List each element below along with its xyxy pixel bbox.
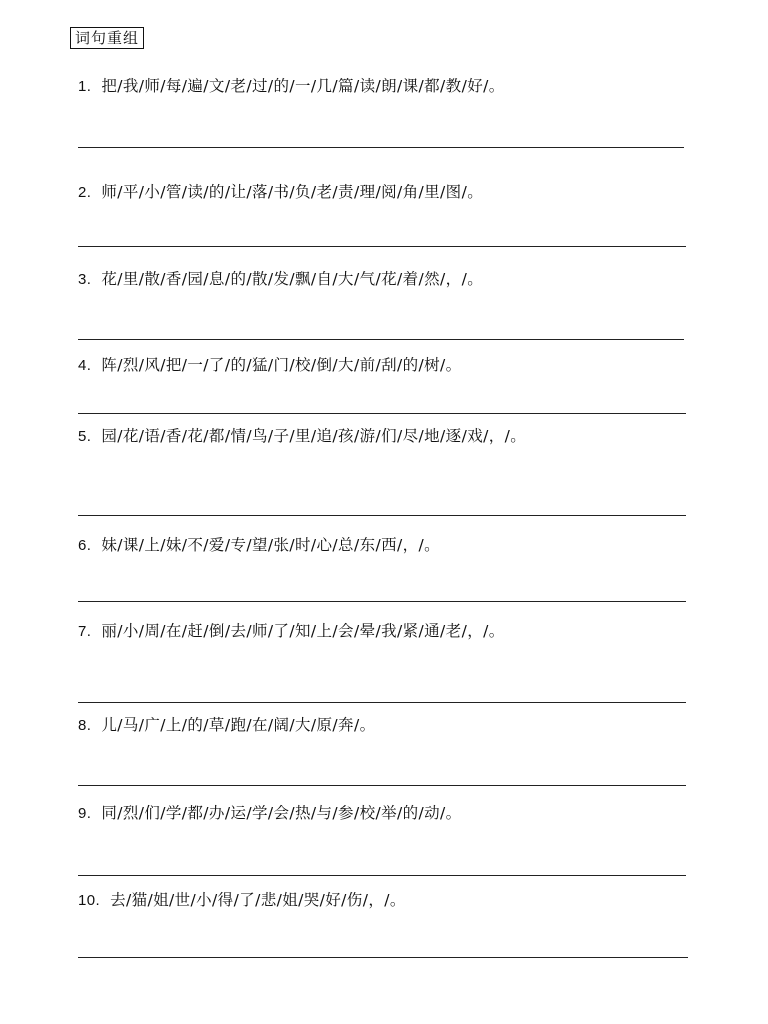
question-text	[78, 179, 668, 206]
question-words: 同/烈/们/学/都/办/运/学/会/热/与/参/校/举/的/动/。	[101, 804, 462, 822]
question-number: 5.	[78, 428, 92, 445]
question-words: 丽/小/周/在/赶/倒/去/师/了/知/上/会/晕/我/紧/通/老/，/。	[101, 622, 505, 640]
question-1	[78, 73, 688, 100]
answer-line	[78, 515, 686, 516]
question-text	[78, 712, 668, 739]
answer-line	[78, 339, 684, 340]
question-number: 3.	[78, 271, 92, 288]
question-7	[78, 618, 688, 645]
question-text	[78, 423, 668, 450]
answer-line	[78, 147, 684, 148]
question-9	[78, 800, 688, 827]
answer-line	[78, 601, 686, 602]
question-number: 1.	[78, 78, 92, 95]
question-words: 花/里/散/香/园/息/的/散/发/飘/自/大/气/花/着/然/，/。	[101, 270, 484, 288]
question-number: 8.	[78, 717, 92, 734]
question-text	[78, 618, 668, 645]
answer-line	[78, 957, 688, 958]
worksheet-title: 词句重组	[70, 27, 144, 49]
question-text	[78, 800, 668, 827]
question-words: 师/平/小/管/读/的/让/落/书/负/老/责/理/阅/角/里/图/。	[101, 183, 484, 201]
question-6	[78, 532, 688, 559]
question-number: 7.	[78, 623, 92, 640]
question-number: 6.	[78, 537, 92, 554]
question-text	[78, 352, 668, 379]
question-text	[78, 266, 668, 293]
answer-line	[78, 413, 686, 414]
question-5	[78, 423, 688, 450]
question-number: 2.	[78, 184, 92, 201]
question-words: 儿/马/广/上/的/草/跑/在/阔/大/原/奔/。	[101, 716, 376, 734]
question-number: 9.	[78, 805, 92, 822]
question-text	[78, 887, 668, 914]
question-text	[78, 73, 668, 100]
question-number: 10.	[78, 892, 101, 909]
answer-line	[78, 875, 686, 876]
question-10	[78, 887, 688, 914]
question-3	[78, 266, 688, 293]
question-text	[78, 532, 668, 559]
question-words: 园/花/语/香/花/都/情/鸟/子/里/追/孩/游/们/尽/地/逐/戏/，/。	[101, 427, 527, 445]
question-words: 去/猫/姐/世/小/得/了/悲/姐/哭/好/伤/，/。	[110, 891, 406, 909]
question-2	[78, 179, 688, 206]
question-8	[78, 712, 688, 739]
question-4	[78, 352, 688, 379]
answer-line	[78, 785, 686, 786]
question-words: 阵/烈/风/把/一/了/的/猛/门/校/倒/大/前/刮/的/树/。	[101, 356, 462, 374]
question-number: 4.	[78, 357, 92, 374]
question-words: 把/我/师/每/遍/文/老/过/的/一/几/篇/读/朗/课/都/教/好/。	[101, 77, 505, 95]
answer-line	[78, 702, 686, 703]
answer-line	[78, 246, 686, 247]
question-words: 妹/课/上/妹/不/爱/专/望/张/时/心/总/东/西/，/。	[101, 536, 441, 554]
